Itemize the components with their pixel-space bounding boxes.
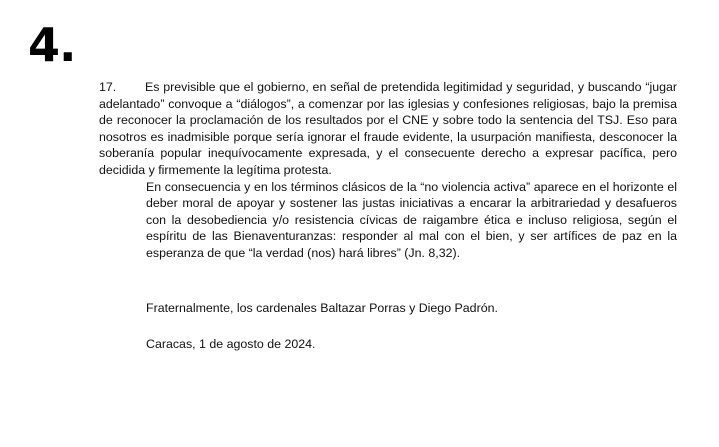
- paragraph-17-text: Es previsible que el gobierno, en señal de pretendida legitimidad y seguridad, y buscando “jugar adelantado” convoque a “diálogos”, a comenzar por las iglesias y confesiones religiosas, bajo la premisa de reconocer la proclamación de los resultados por el CNE y sobre todo la sentencia del TSJ. Eso para nosotros es inadmisible porque sería ignorar el fraude evidente, la usurpación manifiesta, desconocer la soberanía popular inequívocamente expresada, y el consecuente derecho a expresar pacífica, pero decidida y firmemente la legítima protesta.: [99, 80, 677, 177]
- closing-signature: Fraternalmente, los cardenales Baltazar Porras y Diego Padrón.: [146, 301, 498, 315]
- paragraph-17: [99, 79, 677, 179]
- document-body: [99, 79, 677, 262]
- section-number: 4.: [28, 18, 76, 72]
- paragraph-consequence: En consecuencia y en los términos clásicos de la “no violencia activa” aparece en el horizonte el deber moral de apoyar y sostener las justas iniciativas a encarar la arbitrariedad y desafueros con la desobediencia y/o resistencia cívicas de raigambre ética e incluso religiosa, según el espíritu de las Bienaventuranzas: responder al mal con el bien, y ser artífices de paz en la esperanza de que “la verdad (nos) hará libres” (Jn. 8,32).: [146, 179, 677, 260]
- paragraph-number: 17.: [99, 80, 117, 94]
- place-date: Caracas, 1 de agosto de 2024.: [146, 337, 316, 351]
